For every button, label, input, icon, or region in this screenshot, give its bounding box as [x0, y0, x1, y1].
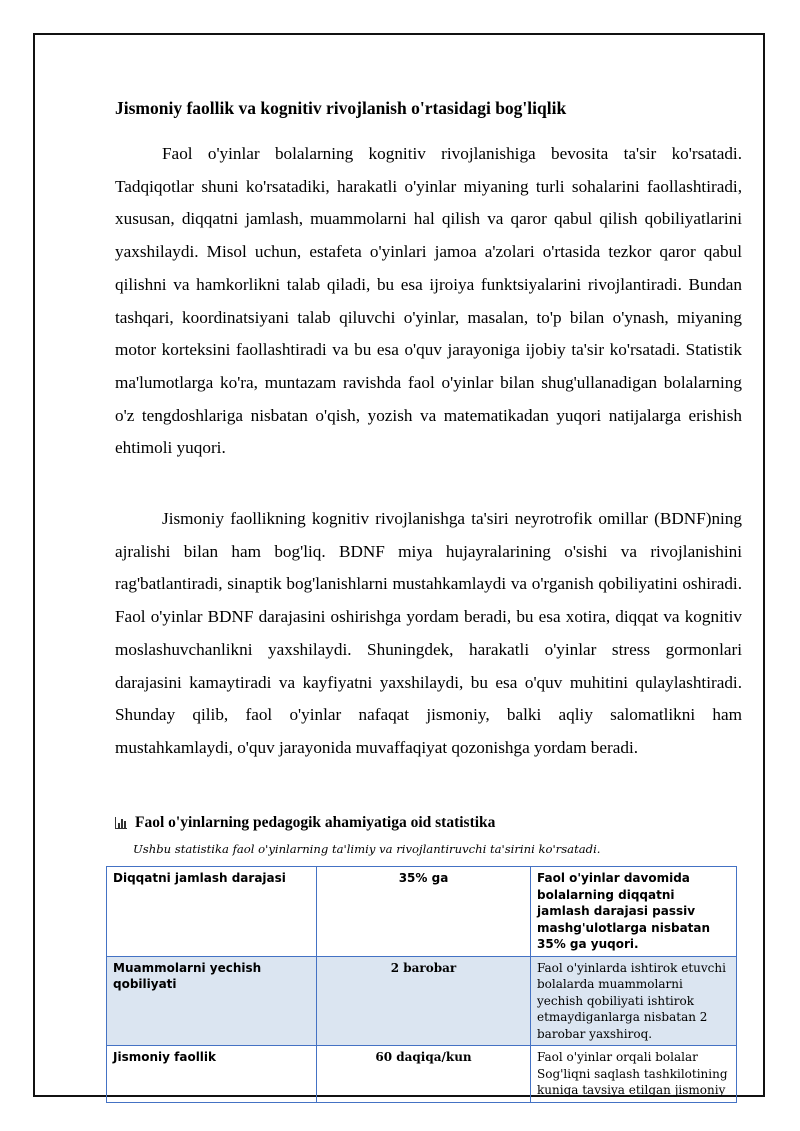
row-label: Muammolarni yechish qobiliyati [107, 956, 317, 1046]
row-label: Diqqatni jamlash darajasi [107, 867, 317, 957]
stats-table [106, 866, 737, 1103]
table-row [107, 867, 737, 957]
row-value: 60 daqiqa/kun [317, 1046, 531, 1103]
row-value: 35% ga [317, 867, 531, 957]
row-value: 2 barobar [317, 956, 531, 1046]
row-description: Faol o'yinlar davomida bolalarning diqqatni jamlash darajasi passiv mashg'ulotlarga nisbatan 35% ga yuqori. [531, 867, 737, 957]
table-row [107, 956, 737, 1046]
row-description: Faol o'yinlar orqali bolalar Sog'liqni saqlash tashkilotining kuniga tavsiya etilgan jismoniy [531, 1046, 737, 1103]
table-row [107, 1046, 737, 1103]
paragraph-2: Jismoniy faollikning kognitiv rivojlanishga ta'siri neyrotrofik omillar (BDNF)ning ajralishi bilan ham bog'liq. BDNF miya hujayralarining o'sishi va rivojlanishini rag'batlantiradi, sinaptik bog'lanishlarni mustahkamlaydi va o'rganish qobiliyatini oshiradi. Faol o'yinlar BDNF darajasini oshirishga yordam beradi, bu esa xotira, diqqat va kognitiv moslashuvchanlikni yaxshilaydi. Shuningdek, harakatli o'yinlar stress gormonlari darajasini kamaytiradi va kayfiyatni yaxshilaydi, bu esa o'quv muhitini qulaylashtiradi. Shunday qilib, faol o'yinlar nafaqat jismoniy, balki aqliy salomatlikni ham mustahkamlaydi, o'quv jarayonida muvaffaqiyat qozonishga yordam beradi. [115, 509, 742, 757]
stats-title-text: Faol o'yinlarning pedagogik ahamiyatiga oid statistika [135, 814, 496, 831]
bar-chart-icon [115, 817, 127, 829]
row-description: Faol o'yinlarda ishtirok etuvchi bolalarda muammolarni yechish qobiliyati ishtirok etmaydiganlarga nisbatan 2 barobar yaxshiroq. [531, 956, 737, 1046]
stats-subtitle: Ushbu statistika faol o'yinlarning ta'limiy va rivojlantiruvchi ta'sirini ko'rsatadi. [133, 842, 601, 856]
section-heading: Jismoniy faollik va kognitiv rivojlanish o'rtasidagi bog'liqlik [115, 98, 567, 118]
stats-title [115, 814, 735, 832]
paragraph-1: Faol o'yinlar bolalarning kognitiv rivojlanishiga bevosita ta'sir ko'rsatadi. Tadqiqotlar shuni ko'rsatadiki, harakatli o'yinlar miyaning turli sohalarini faollashtiradi, xususan, diqqatni jamlash, muammolarni hal qilish va qaror qabul qilish qobiliyatlarini yaxshilaydi. Misol uchun, estafeta o'yinlari jamoa a'zolari o'rtasida tezkor qaror qabul qilishni va hamkorlikni talab qiladi, bu esa ijroiya funktsiyalarini rivojlantiradi. Bundan tashqari, koordinatsiyani talab qiluvchi o'yinlar, masalan, to'p bilan o'ynash, miyaning motor korteksini faollashtiradi va bu esa o'quv jarayoniga ijobiy ta'sir ko'rsatadi. Statistik ma'lumotlarga ko'ra, muntazam ravishda faol o'yinlar bilan shug'ullanadigan bolalarning o'z tengdoshlariga nisbatan o'qish, yozish va matematikadan yuqori natijalarga erishish ehtimoli yuqori. [115, 144, 742, 458]
row-label: Jismoniy faollik [107, 1046, 317, 1103]
